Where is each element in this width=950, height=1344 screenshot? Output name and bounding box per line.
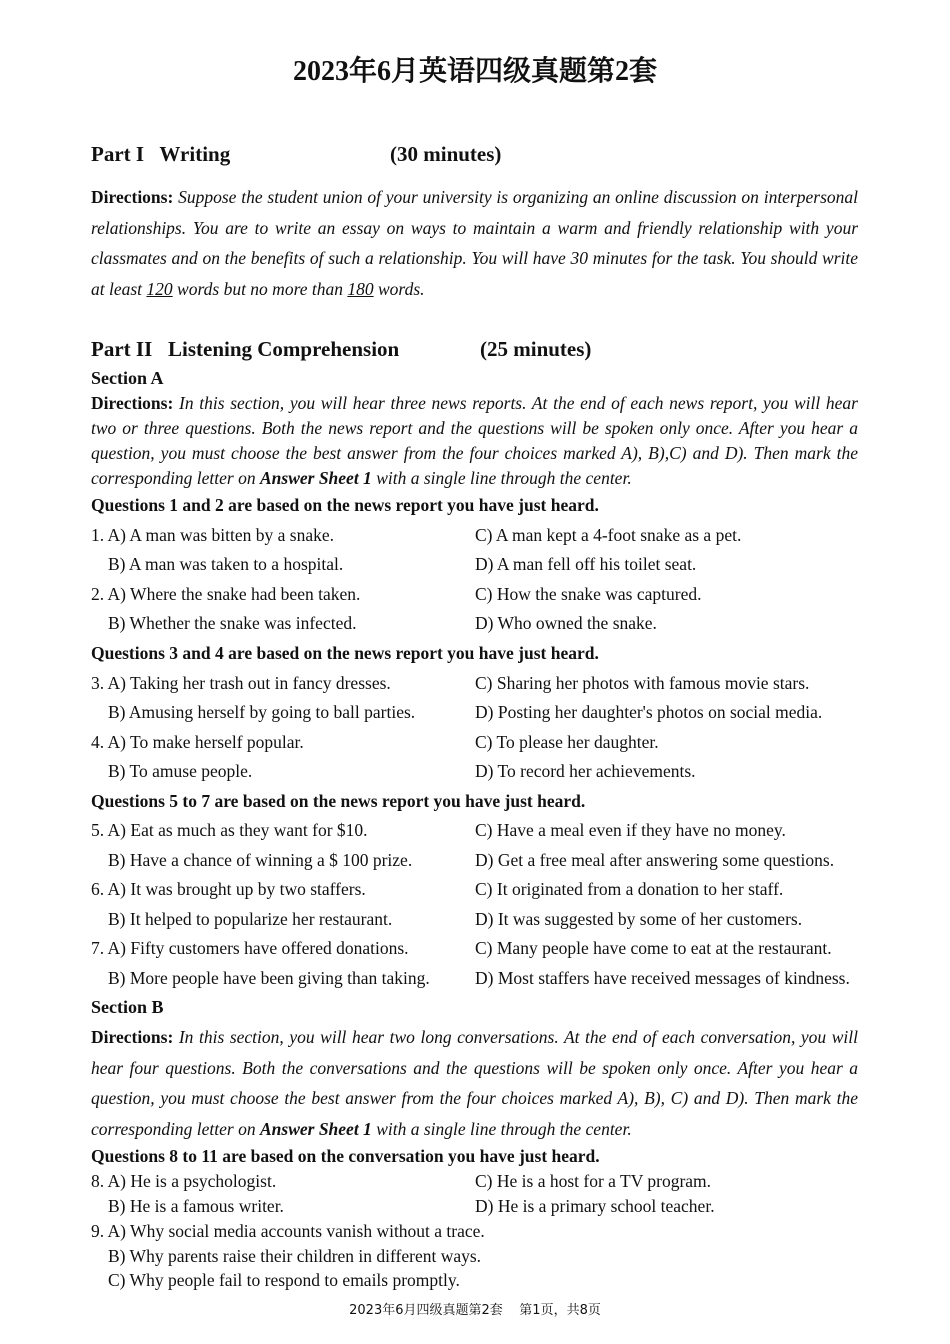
section-b-directions-label: Directions: xyxy=(91,1027,174,1047)
q8-option-c: C) He is a host for a TV program. xyxy=(475,1171,712,1191)
q4-option-b: B) To amuse people. xyxy=(108,761,253,781)
q1-option-c: C) A man kept a 4-foot snake as a pet. xyxy=(475,525,742,545)
section-a-directions-text-b: with a single line through the center. xyxy=(371,468,632,488)
section-a-directions-text-a: In this section, you will hear three news reports. At the end of each news report, you will hear two or three questions. Both the news report and the questions will be spoken only once. After you hear a question, you must choose the best answer from the four choices marked A), B),C) and D). Then mark the corresponding letter on xyxy=(91,393,858,488)
q9-option-a: 9. A) Why social media accounts vanish without a trace. xyxy=(91,1221,485,1241)
page-title: 2023年6月英语四级真题第2套 xyxy=(292,56,657,87)
q2-option-d: D) Who owned the snake. xyxy=(475,613,657,633)
answer-sheet-ref: Answer Sheet 1 xyxy=(259,468,372,488)
q4-option-d: D) To record her achievements. xyxy=(475,761,696,781)
q5-option-b: B) Have a chance of winning a $ 100 prize. xyxy=(108,850,413,870)
q8-option-b: B) He is a famous writer. xyxy=(108,1196,284,1216)
part1-title: Part I Writing xyxy=(91,142,231,166)
q3-option-b: B) Amusing herself by going to ball parties. xyxy=(108,702,416,722)
q4-option-a: 4. A) To make herself popular. xyxy=(91,732,304,752)
q3-option-a: 3. A) Taking her trash out in fancy dresses. xyxy=(91,673,391,693)
q4-option-c: C) To please her daughter. xyxy=(475,732,659,752)
q8-option-d: D) He is a primary school teacher. xyxy=(475,1196,715,1216)
max-words: 180 xyxy=(347,278,374,299)
q9-option-c: C) Why people fail to respond to emails promptly. xyxy=(108,1270,460,1290)
part1-directions xyxy=(91,182,858,304)
q3-option-d: D) Posting her daughter's photos on social media. xyxy=(475,702,823,722)
page-footer: 2023年6月四级真题第2套 第1页，共8页 xyxy=(349,1303,601,1318)
q7-option-a: 7. A) Fifty customers have offered donations. xyxy=(91,938,409,958)
part2-title: Part II Listening Comprehension xyxy=(91,337,400,361)
q7-option-c: C) Many people have come to eat at the restaurant. xyxy=(475,938,832,958)
section-b-label: Section B xyxy=(91,997,164,1017)
q2-option-a: 2. A) Where the snake had been taken. xyxy=(91,584,361,604)
questions-8-11-heading: Questions 8 to 11 are based on the conversation you have just heard. xyxy=(91,1146,600,1166)
questions-1-2-heading: Questions 1 and 2 are based on the news report you have just heard. xyxy=(91,495,599,515)
q9-option-b: B) Why parents raise their children in different ways. xyxy=(108,1246,482,1266)
questions-3-4-heading: Questions 3 and 4 are based on the news report you have just heard. xyxy=(91,643,599,663)
q6-option-a: 6. A) It was brought up by two staffers. xyxy=(91,879,366,899)
q3-option-c: C) Sharing her photos with famous movie stars. xyxy=(475,673,810,693)
q1-option-a: 1. A) A man was bitten by a snake. xyxy=(91,525,335,545)
section-b-directions-text-b: with a single line through the center. xyxy=(371,1118,632,1139)
q1-option-b: B) A man was taken to a hospital. xyxy=(108,554,344,574)
q7-option-b: B) More people have been giving than taking. xyxy=(108,968,430,988)
part1-directions-text-a: Suppose the student union of your university is organizing an online discussion on interpersonal relationships. You are to write an essay on ways to maintain a warm and friendly relationship with your classmates and on the benefits of such a relationship. You will have 30 minutes for the task. You should write at least xyxy=(91,187,859,299)
answer-sheet-ref-b: Answer Sheet 1 xyxy=(259,1118,372,1139)
q2-option-b: B) Whether the snake was infected. xyxy=(108,613,357,633)
part1-directions-text-c: words. xyxy=(373,278,425,299)
section-b-directions-text-a: In this section, you will hear two long conversations. At the end of each conversation, you will hear four questions. Both the conversations and the questions will be spoken only once. After you hear a question, you must choose the best answer from the four choices marked A), B), C) and D). Then mark the corresponding letter on xyxy=(91,1027,858,1139)
q6-option-d: D) It was suggested by some of her customers. xyxy=(475,909,803,929)
part1-directions-text-b: words but no more than xyxy=(172,278,348,299)
section-a-label: Section A xyxy=(91,368,164,388)
q8-option-a: 8. A) He is a psychologist. xyxy=(91,1171,277,1191)
q6-option-b: B) It helped to popularize her restaurant. xyxy=(108,909,393,929)
q5-option-d: D) Get a free meal after answering some questions. xyxy=(475,850,835,870)
section-a-directions-label: Directions: xyxy=(91,393,174,413)
section-b-directions xyxy=(91,1022,858,1144)
q5-option-a: 5. A) Eat as much as they want for $10. xyxy=(91,820,368,840)
part1-directions-label: Directions: xyxy=(91,187,174,207)
part1-time: (30 minutes) xyxy=(390,142,502,166)
min-words: 120 xyxy=(146,278,173,299)
part1-heading xyxy=(91,141,502,167)
q6-option-c: C) It originated from a donation to her staff. xyxy=(475,879,784,899)
part2-heading xyxy=(91,336,592,362)
questions-5-7-heading: Questions 5 to 7 are based on the news report you have just heard. xyxy=(91,791,586,811)
q5-option-c: C) Have a meal even if they have no money. xyxy=(475,820,786,840)
q7-option-d: D) Most staffers have received messages of kindness. xyxy=(475,968,850,988)
q1-option-d: D) A man fell off his toilet seat. xyxy=(475,554,697,574)
section-a-directions xyxy=(91,391,858,491)
q2-option-c: C) How the snake was captured. xyxy=(475,584,702,604)
part2-time: (25 minutes) xyxy=(480,337,592,361)
